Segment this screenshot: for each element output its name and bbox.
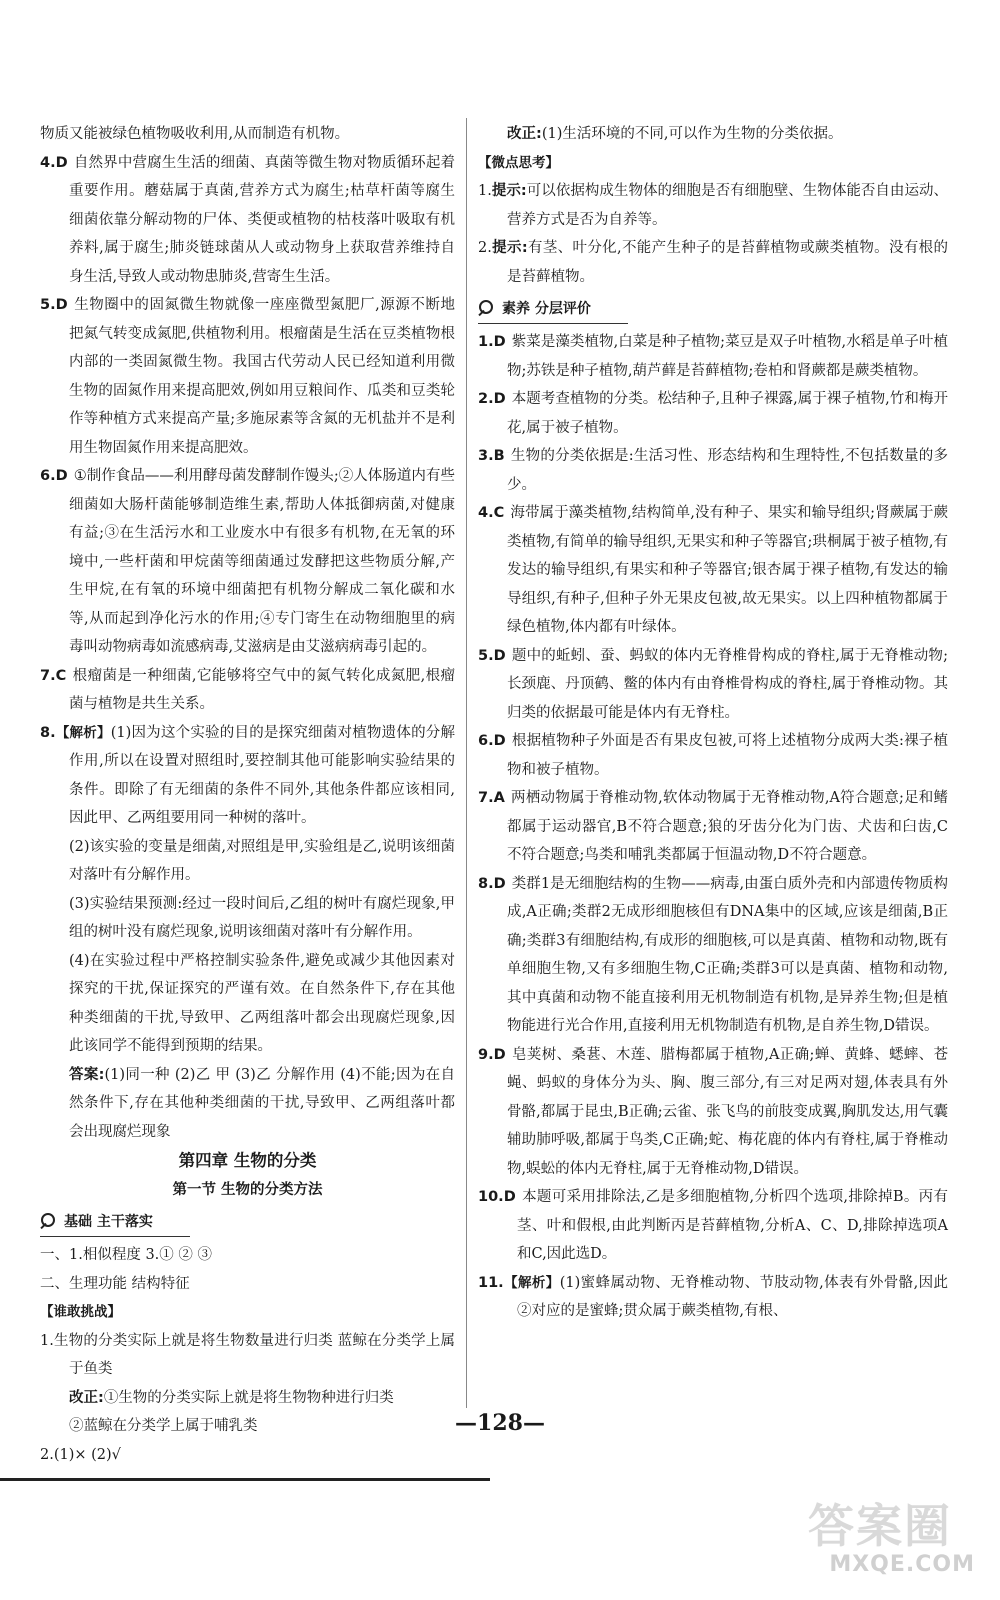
explanation-text: 本题考查植物的分类。松结种子,且种子裸露,属于裸子植物,竹和梅开花,属于被子植物。 — [507, 391, 948, 436]
sub-paragraph: (2)该实验的变量是细菌,对照组是甲,实验组是乙,说明该细菌对落叶有分解作用。 — [69, 838, 455, 883]
sub-paragraph: (4)在实验过程中严格控制实验条件,避免或减少其他因素对探究的干扰,保证探究的严谨有效。在自然条件下,存在其他种类细菌的干扰,导致甲、乙两组落叶都会出现腐烂现象,因此该同学不能得到预期的结果。 — [69, 952, 455, 1054]
text-line: 一、1.相似程度 3.① ② ③ — [40, 1247, 212, 1263]
question-number: 5. — [478, 647, 494, 664]
hint-text: 有茎、叶分化,不能产生种子的是苔藓植物或蕨类植物。没有根的是苔藓植物。 — [507, 240, 948, 285]
answer-item — [478, 1041, 948, 1184]
analysis-tag: 【解析】 — [55, 724, 111, 741]
question-number: 1. — [478, 183, 492, 199]
answer-item — [478, 499, 948, 642]
answer-item — [478, 442, 948, 499]
answer-letter: D — [493, 875, 506, 892]
question-number: 8. — [478, 875, 494, 892]
labeled-paragraph — [478, 120, 948, 149]
answer-text: 生物的分类实际上就是将生物数量进行归类 蓝鲸在分类学上属于鱼类 — [53, 1332, 455, 1377]
right-column — [478, 120, 948, 1326]
answer-item — [478, 870, 948, 1041]
answer-item — [478, 385, 948, 442]
inline-label: 改正: — [507, 126, 542, 142]
explanation-text: 自然界中营腐生生活的细菌、真菌等微生物对物质循环起着重要作用。蘑菇属于真菌,营养方式为腐生;枯草杆菌等腐生细菌依靠分解动物的尸体、类便或植物的枯枝落叶吸取有机养料,属于腐生;肺炎链球菌从人或动物身上获取营养维持自身生活,导致人或动物患肺炎,营寄生生活。 — [69, 154, 455, 285]
question-number: 11. — [478, 1274, 504, 1291]
answer-letter: D — [55, 154, 68, 171]
section-bar — [40, 1206, 190, 1237]
section-bar-label: 基础 主干落实 — [64, 1214, 153, 1230]
question-number: 6. — [40, 468, 56, 484]
labeled-text: (1)同一种 (2)乙 甲 (3)乙 分解作用 (4)不能;因为在自然条件下,存在其他种类细菌的干扰,导致甲、乙两组落叶都会出现腐烂现象 — [69, 1066, 455, 1140]
sub-paragraph: (3)实验结果预测:经过一段时间后,乙组的树叶有腐烂现象,甲组的树叶没有腐烂现象,说明该细菌对落叶有分解作用。 — [69, 895, 455, 940]
labeled-paragraph — [40, 1061, 455, 1147]
answer-item — [478, 177, 948, 234]
explanation-text: (1)蜜蜂属动物、无脊椎动物、节肢动物,体表有外骨骼,因此②对应的是蜜蜂;贯众属于蕨类植物,有根、 — [517, 1274, 948, 1319]
explanation-text: 两栖动物属于脊椎动物,软体动物属于无脊椎动物,A符合题意;足和鳍都属于运动器官,B不符合题意;狼的牙齿分化为门齿、犬齿和臼齿,C不符合题意;鸟类和哺乳类都属于恒温动物,D不符合题意。 — [507, 790, 948, 863]
answer-letter: C — [493, 505, 505, 521]
question-number: 7. — [40, 667, 56, 684]
answer-letter: C — [55, 667, 67, 684]
answer-item — [478, 1183, 948, 1269]
answer-letter: D — [493, 334, 506, 350]
answer-item — [478, 1269, 948, 1326]
explanation-text: 紫菜是藻类植物,白菜是种子植物;菜豆是双子叶植物,水稻是单子叶植物;苏铁是种子植物,葫芦藓是苔藓植物;卷柏和肾蕨都是蕨类植物。 — [507, 334, 948, 379]
explanation-text: 根瘤菌是一种细菌,它能够将空气中的氮气转化成氮肥,根瘤菌与植物是共生关系。 — [69, 667, 455, 712]
answer-item — [40, 719, 455, 833]
answer-letter: D — [55, 297, 68, 313]
answer-letter: D — [493, 391, 506, 407]
answer-item — [40, 662, 455, 719]
answer-item — [478, 642, 948, 728]
answer-item — [40, 149, 455, 292]
hint-label: 提示: — [491, 183, 527, 199]
text-line: 物质又能被绿色植物吸收利用,从而制造有机物。 — [40, 126, 350, 142]
analysis-tag: 【解析】 — [503, 1274, 560, 1291]
sub-paragraph: ②蓝鲸在分类学上属于哺乳类 — [69, 1418, 258, 1434]
answer-item — [40, 1327, 455, 1384]
inline-label: 改正: — [69, 1389, 104, 1406]
chapter-title: 第四章 生物的分类 — [178, 1151, 317, 1170]
section-bracket-heading: 【谁敢挑战】 — [40, 1304, 121, 1320]
magnifier-icon — [478, 299, 496, 317]
question-number: 8. — [40, 724, 56, 741]
hint-text: 可以依据构成生物体的细胞是否有细胞壁、生物体能否自由运动、营养方式是否为自养等。 — [507, 183, 948, 228]
question-number: 1. — [478, 334, 494, 350]
labeled-text: (1)生活环境的不同,可以作为生物的分类依据。 — [541, 126, 843, 142]
watermark-logo — [808, 1500, 983, 1585]
explanation-text: 根据植物种子外面是否有果皮包被,可将上述植物分成两大类:裸子植物和被子植物。 — [507, 733, 948, 778]
magnifier-icon — [40, 1212, 58, 1230]
answer-item — [478, 727, 948, 784]
answer-letter: D — [493, 1046, 506, 1063]
question-number: 4. — [478, 505, 494, 521]
answer-letter: D — [493, 647, 506, 664]
answer-item — [478, 784, 948, 870]
question-number: 2. — [478, 240, 492, 256]
labeled-text: ①生物的分类实际上就是将生物物种进行归类 — [103, 1389, 394, 1406]
answer-item — [40, 462, 455, 662]
watermark-url: MXQE.COM — [829, 1552, 975, 1577]
labeled-paragraph — [40, 1384, 455, 1413]
question-number: 3. — [478, 448, 494, 464]
answer-letter: A — [493, 790, 505, 806]
answer-letter: B — [493, 448, 505, 464]
answer-item — [40, 291, 455, 462]
explanation-text: 海带属于藻类植物,结构简单,没有种子、果实和输导组织;肾蕨属于蕨类植物,有简单的输导组织,无果实和种子等器官;珙桐属于被子植物,有发达的输导组织,有果实和种子等器官;银杏属于裸子植物,有发达的输导组织,有种子,但种子外无果皮包被,故无果实。以上四种植物都属于绿色植物,体内都有叶绿体。 — [507, 505, 948, 635]
section-bracket-heading: 【微点思考】 — [478, 154, 559, 171]
answer-item — [478, 234, 948, 291]
explanation-text: 类群1是无细胞结构的生物——病毒,由蛋白质外壳和内部遗传物质构成,A正确;类群2无成形细胞核但有DNA集中的区域,应该是细菌,B正确;类群3有细胞结构,有成形的细胞核,可以是真菌、植物和动物,既有单细胞生物,又有多细胞生物,C正确;类群3可以是真菌、植物和动物,其中真菌和动物不能直接利用无机物制造有机物,是异养生物;但是植物能进行光合作用,直接利用无机物制造有机物,是自养生物,D错误。 — [507, 875, 948, 1034]
section-bar-label: 素养 分层评价 — [502, 301, 591, 317]
section-title: 第一节 生物的分类方法 — [172, 1182, 323, 1198]
inline-label: 答案: — [69, 1066, 105, 1083]
answer-letter: D — [503, 1189, 516, 1205]
explanation-text: 生物圈中的固氮微生物就像一座座微型氮肥厂,源源不断地把氮气转变成氮肥,供植物利用。根瘤菌是生活在豆类植物根内部的一类固氮微生物。我国古代劳动人民已经知道利用微生物的固氮作用来提高肥效,例如用豆粮间作、瓜类和豆类轮作等种植方式来提高产量;多施尿素等含氮的无机盐并不是利用生物固氮作用来提高肥效。 — [69, 297, 455, 456]
question-number: 2. — [478, 391, 494, 407]
explanation-text: 本题可采用排除法,乙是多细胞植物,分析四个选项,排除掉B。丙有茎、叶和假根,由此判断丙是苔藓植物,分析A、C、D,排除掉选项A和C,因此选D。 — [517, 1189, 948, 1262]
text-line: 二、生理功能 结构特征 — [40, 1275, 190, 1292]
explanation-text: 生物的分类依据是:生活习性、形态结构和生理特性,不包括数量的多少。 — [507, 448, 948, 493]
question-number: 10. — [478, 1189, 504, 1205]
explanation-text: ①制作食品——利用酵母菌发酵制作馒头;②人体肠道内有些细菌如大肠杆菌能够制造维生素,帮助人体抵御病菌,对健康有益;③在生活污水和工业废水中有很多有机物,在无氧的环境中,一些杆菌和甲烷菌等细菌通过发酵把这些物质分解,产生甲烷,在有氧的环境中细菌把有机物分解成二氧化碳和水等,从而起到净化污水的作用;④专门寄生在动物细胞里的病毒叫动物病毒如流感病毒,艾滋病是由艾滋病病毒引起的。 — [69, 468, 455, 655]
hint-label: 提示: — [491, 240, 528, 256]
explanation-text: 题中的蚯蚓、蚕、蚂蚁的体内无脊椎骨构成的脊柱,属于无脊椎动物;长颈鹿、丹顶鹤、鳖的体内有由脊椎骨构成的脊柱,属于脊椎动物。其归类的依据最可能是体内有无脊柱。 — [507, 647, 948, 721]
watermark-text: 答案圈 — [808, 1499, 952, 1553]
answer-letter: D — [55, 468, 68, 484]
footer-rule — [0, 1478, 490, 1481]
answer-letter: D — [493, 733, 506, 749]
page-number: —128— — [455, 1410, 545, 1436]
question-number: 6. — [478, 733, 494, 749]
text-line: 2.(1)× (2)√ — [40, 1446, 121, 1463]
explanation-text: 皂荚树、桑葚、木莲、腊梅都属于植物,A正确;蝉、黄蜂、蟋蟀、苍蝇、蚂蚁的身体分为头、胸、腹三部分,有三对足两对翅,体表具有外骨骼,都属于昆虫,B正确;云雀、张飞鸟的前肢变成翼,胸肌发达,用气囊辅助肺呼吸,都属于鸟类,C正确;蛇、梅花鹿的体内有脊柱,属于脊椎动物,蜈蚣的体内无脊柱,属于无脊椎动物,D错误。 — [507, 1046, 948, 1177]
question-number: 9. — [478, 1046, 494, 1063]
question-number: 1. — [40, 1332, 54, 1349]
column-divider — [466, 118, 467, 1408]
explanation-text: (1)因为这个实验的目的是探究细菌对植物遗体的分解作用,所以在设置对照组时,要控制其他可能影响实验结果的条件。即除了有无细菌的条件不同外,其他条件都应该相同,因此甲、乙两组要用同一种树的落叶。 — [69, 724, 456, 826]
answer-item — [478, 328, 948, 385]
left-column — [40, 120, 455, 1469]
section-bar — [478, 293, 628, 324]
question-number: 4. — [40, 154, 56, 171]
question-number: 5. — [40, 297, 56, 313]
question-number: 7. — [478, 790, 494, 806]
